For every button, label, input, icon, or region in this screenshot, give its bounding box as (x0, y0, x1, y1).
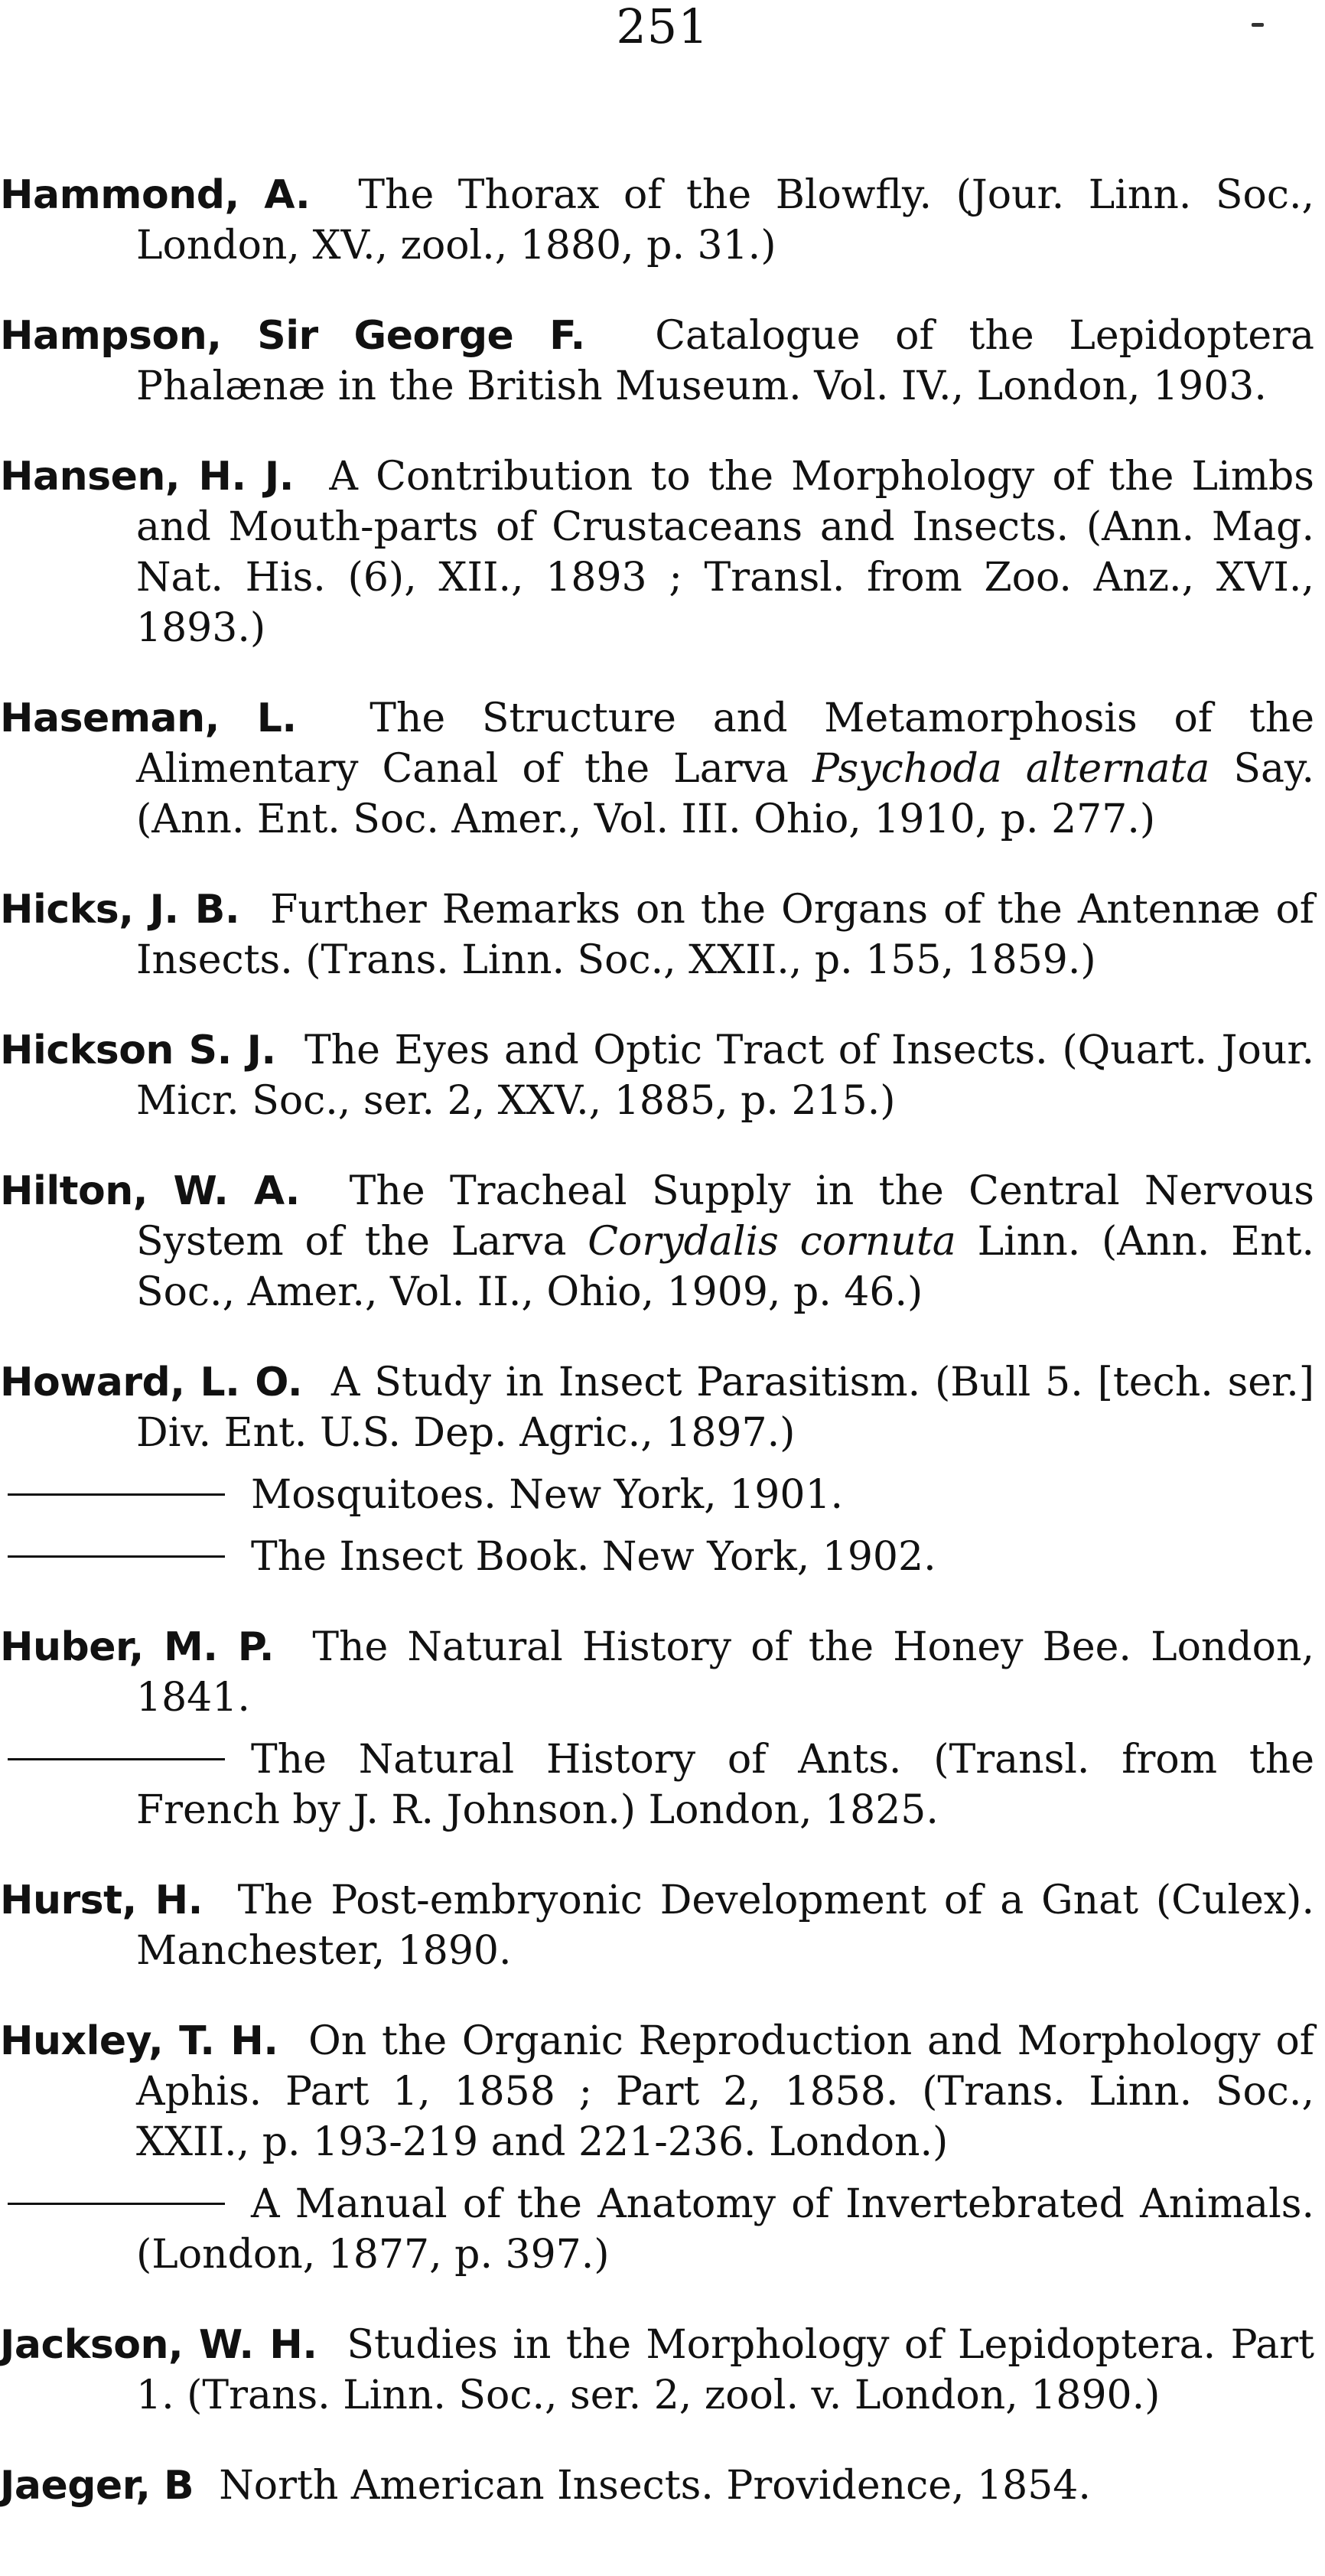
entry-author: Haseman, L. (0, 695, 297, 741)
entry-text: A Contribution to the Morphology of the Limbs and Mouth-parts of Crustaceans and Insects. (Ann. Mag. Nat. His. (6), XII., 1893 ; Transl. from Zoo. Anz., XVI., 1893.) (136, 454, 1314, 651)
entry-text: Further Remarks on the Organs of the Antennæ of Insects. (Trans. Linn. Soc., XXII., p. 155, 1859.) (136, 887, 1315, 983)
entry-author: Hurst, H. (0, 1877, 203, 1923)
bibliography-entry (0, 1025, 1314, 1126)
bibliography-entry (0, 311, 1314, 412)
entry-text: Studies in the Morphology of Lepidoptera. Part 1. (Trans. Linn. Soc., ser. 2, zool. v. London, 1890.) (136, 2322, 1314, 2418)
entry-text: The Post-embryonic Development of a Gnat (Culex). Manchester, 1890. (136, 1877, 1314, 1974)
bibliography-entry (0, 693, 1314, 845)
entry-author: Howard, L. O. (0, 1360, 303, 1405)
bibliography-entry (0, 2016, 1314, 2167)
ditto-rule (8, 1493, 225, 1496)
entry-text: A Manual of the Anatomy of Invertebrated Animals. (London, 1877, p. 397.) (136, 2181, 1314, 2278)
bibliography-entry (0, 2320, 1314, 2421)
ditto-rule (8, 1555, 225, 1558)
entry-author: Huxley, T. H. (0, 2018, 278, 2064)
entry-text: Mosquitoes. New York, 1901. (251, 1472, 844, 1518)
bibliography-entry (0, 170, 1314, 271)
entry-author: Huber, M. P. (0, 1624, 275, 1670)
bibliography-list (0, 130, 1314, 2530)
entry-author: Hickson S. J. (0, 1027, 276, 1073)
bibliography-entry (0, 2460, 1314, 2511)
bibliography-entry (0, 451, 1314, 653)
entry-text: Say. (Ann. Ent. Soc. Amer., Vol. III. Ohio, 1910, p. 277.) (136, 746, 1315, 842)
bibliography-entry (0, 1875, 1314, 1976)
ditto-rule (8, 2203, 225, 2205)
bibliography-entry (0, 1622, 1314, 1723)
ditto-rule (8, 1758, 225, 1760)
bibliography-entry-same-author (0, 2179, 1314, 2280)
bibliography-entry (0, 1357, 1314, 1458)
bibliography-entry (0, 1166, 1314, 1317)
entry-text: The Structure and Metamorphosis of the Alimentary Canal of the Larva (136, 695, 1314, 792)
species-name: Psychoda alternata (812, 746, 1210, 792)
entry-text: The Natural History of Ants. (Transl. from the French by J. R. Johnson.) London, 1825. (136, 1737, 1314, 1833)
bibliography-entry-same-author (0, 1734, 1314, 1835)
page-number: 251 (616, 0, 709, 54)
entry-text: The Insect Book. New York, 1902. (251, 1534, 936, 1580)
entry-author: Jaeger, B (0, 2463, 194, 2509)
entry-text: A Study in Insect Parasitism. (Bull 5. [tech. ser.] Div. Ent. U.S. Dep. Agric., 1897.) (136, 1360, 1315, 1456)
entry-text: On the Organic Reproduction and Morphology of Aphis. Part 1, 1858 ; Part 2, 1858. (Trans. Linn. Soc., XXII., p. 193-219 and 221-236. London.) (136, 2018, 1314, 2165)
scan-mark (1252, 23, 1264, 27)
entry-author: Jackson, W. H. (0, 2322, 317, 2368)
species-name: Corydalis cornuta (588, 1219, 956, 1265)
entry-text: Catalogue of the Lepidoptera Phalænæ in the British Museum. Vol. IV., London, 1903. (136, 313, 1315, 409)
entry-text: The Thorax of the Blowfly. (Jour. Linn. Soc., London, XV., zool., 1880, p. 31.) (136, 172, 1315, 269)
bibliography-entry (0, 884, 1314, 985)
entry-text: The Tracheal Supply in the Central Nervous System of the Larva (136, 1168, 1314, 1265)
entry-text: Linn. (Ann. Ent. Soc., Amer., Vol. II., Ohio, 1909, p. 46.) (136, 1219, 1315, 1315)
entry-author: Hammond, A. (0, 172, 311, 218)
entry-text: North American Insects. Providence, 1854. (219, 2463, 1091, 2509)
entry-author: Hicks, J. B. (0, 887, 240, 933)
bibliography-entry-same-author (0, 1532, 1314, 1582)
bibliography-entry-same-author (0, 1470, 1314, 1520)
entry-author: Hampson, Sir George F. (0, 313, 585, 359)
entry-text: The Eyes and Optic Tract of Insects. (Quart. Jour. Micr. Soc., ser. 2, XXV., 1885, p. 215.) (136, 1027, 1314, 1124)
entry-author: Hilton, W. A. (0, 1168, 300, 1214)
entry-text: The Natural History of the Honey Bee. London, 1841. (136, 1624, 1315, 1721)
entry-author: Hansen, H. J. (0, 454, 295, 500)
